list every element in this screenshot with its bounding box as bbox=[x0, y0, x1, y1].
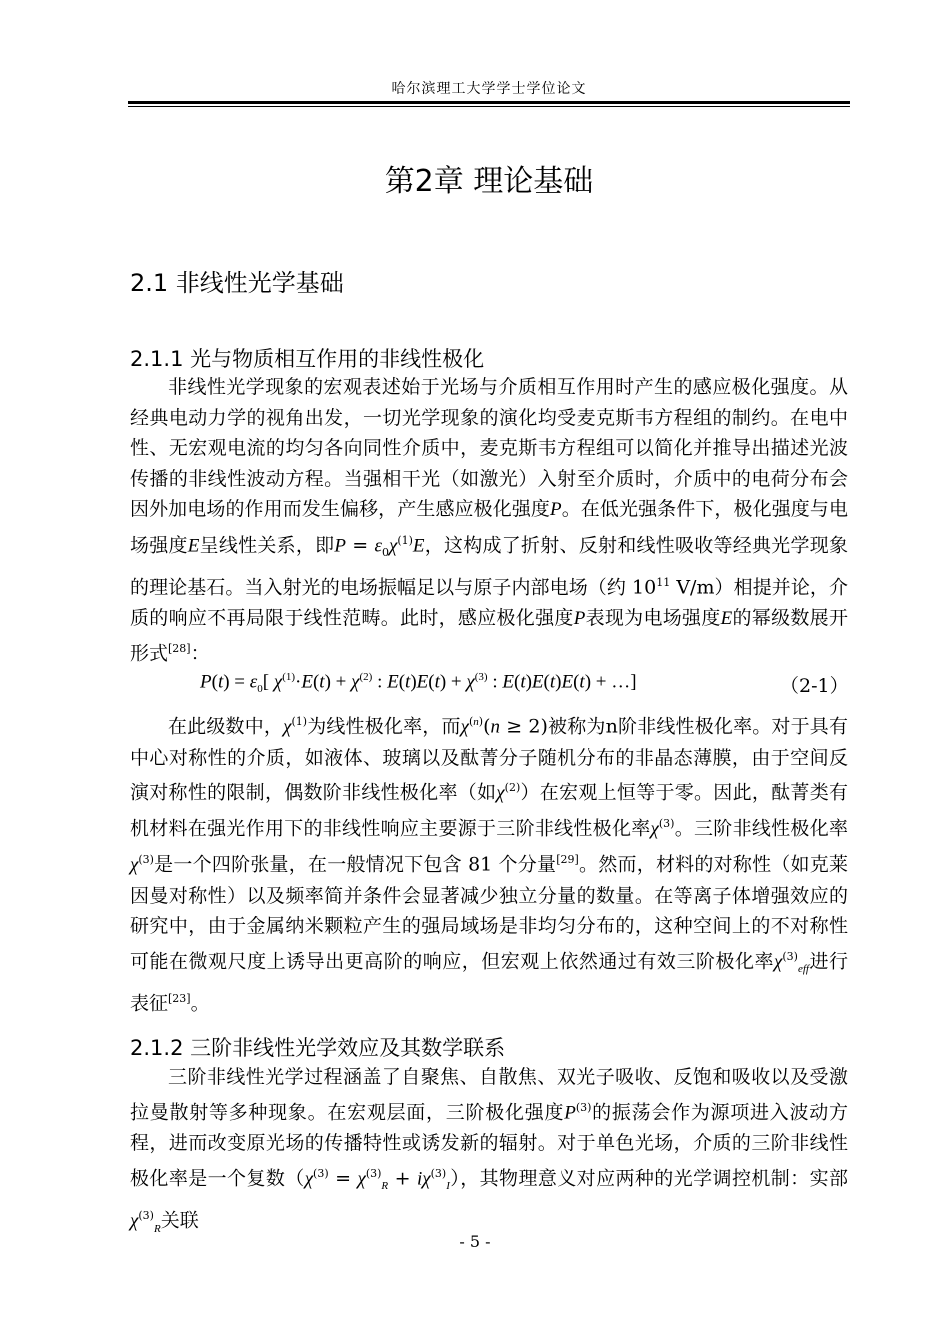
paragraph-1: 非线性光学现象的宏观表述始于光场与介质相互作用时产生的感应极化强度。从经典电动力学的视角出发，一切光学现象的演化均受麦克斯韦方程组的制约。在电中性、无宏观电流的均匀各向同性介质中，麦克斯韦方程组可以简化并推导出描述光波传播的非线性波动方程。当强相干光（如激光）入射至介质时，介质中的电荷分布会因外加电场的作用而发生偏移，产生感应极化强度P。在低光强条件下，极化强度与电场强度E呈线性关系，即$P = \varepsilon_0\chi^{(1)}E$，这构成了折射、反射和线性吸收等经典光学现象的理论基石。当入射光的电场振幅足以与原子内部电场（约 $10^{11}$ V/m）相提并论，介质的响应不再局限于线性范畴。此时，感应极化强度P表现为电场强度E的幂级数展开形式[28]： bbox=[130, 376, 848, 665]
subsection-title-2-1-2: 2.1.2 三阶非线性光学效应及其数学联系 bbox=[130, 1036, 506, 1060]
page-number: - 5 - bbox=[459, 1232, 491, 1251]
paragraph-2: 在此级数中，$\chi^{(1)}$为线性极化率，而$\chi^{(n)}(n \ge 2)$被称为n阶非线性极化率。对于具有中心对称性的介质，如液体、玻璃以及酞菁分子随机分布的非晶态薄膜，由于空间反演对称性的限制，偶数阶非线性极化率（如$\chi^{(2)}$）在宏观上恒等于零。因此，酞菁类有机材料在强光作用下的非线性响应主要源于三阶非线性极化率$\chi^{(3)}$。三阶非线性极化率$\chi^{(3)}$是一个四阶张量，在一般情况下包含 81 个分量[29]。然而，材料的对称性（如克莱因曼对称性）以及频率简并条件会显著减少独立分量的数量。在等离子体增强效应的研究中，由于金属纳米颗粒产生的强局域场是非均匀分布的，这种空间上的不对称性可能在微观尺度上诱导出更高阶的响应，但宏观上依然通过有效三阶极化率$\chi^{(3)}_{eff}$进行表征[23]。 bbox=[130, 715, 848, 1015]
equation-number: （2-1） bbox=[780, 675, 849, 697]
chapter-title: 第2章 理论基础 bbox=[384, 164, 594, 199]
header-rule-thick bbox=[128, 101, 850, 104]
subsection-title-2-1-1: 2.1.1 光与物质相互作用的非线性极化 bbox=[130, 347, 485, 371]
running-header: 哈尔滨理工大学学士学位论文 bbox=[391, 81, 587, 97]
equation-2-1: $P(t) = \varepsilon_0$[ $\chi^{(1)}\cdot E(t) + \chi^{(2)}$ : $E(t)E(t) + \chi^{(3)}$ : E(t)E(t)E(t) + …] bbox=[200, 671, 637, 696]
section-title: 2.1 非线性光学基础 bbox=[130, 269, 344, 297]
paragraph-3: 三阶非线性光学过程涵盖了自聚焦、自散焦、双光子吸收、反饱和吸收以及受激拉曼散射等多种现象。在宏观层面，三阶极化强度$P^{(3)}$的振荡会作为源项进入波动方程，进而改变原光场的传播特性或诱发新的辐射。对于单色光场，介质的三阶非线性极化率是一个复数$(\chi^{(3)} = \chi^{(3)}_R + i\chi^{(3)}_I)$，其物理意义对应两种的光学调控机制：实部$\chi^{(3)}_R$关联 bbox=[130, 1066, 848, 1235]
header-rule-thin bbox=[128, 106, 850, 107]
